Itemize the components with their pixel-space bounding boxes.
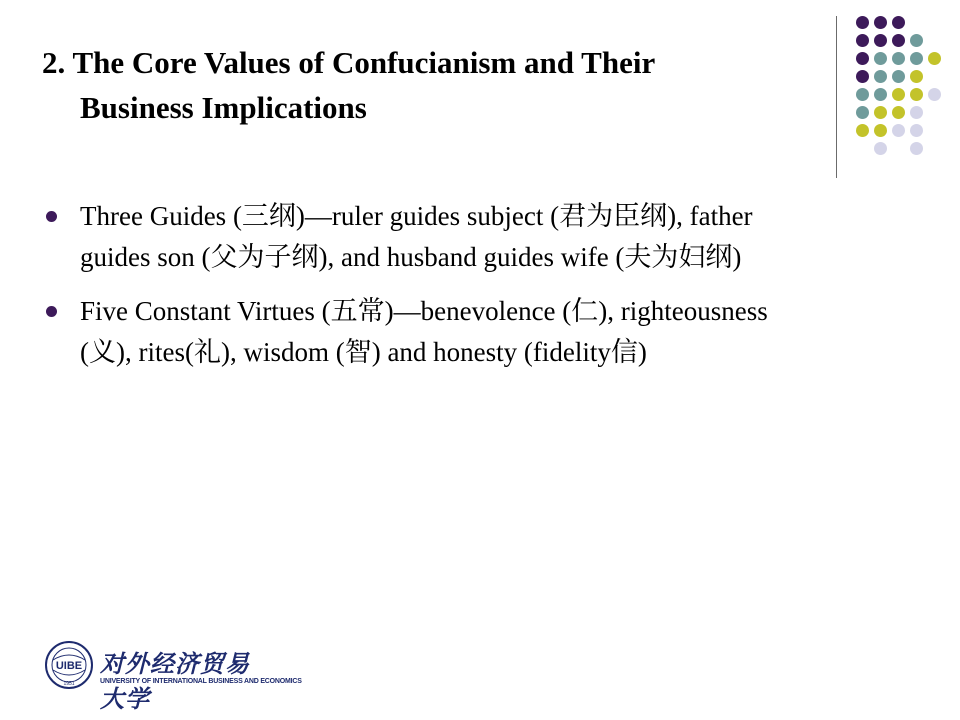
decorative-dot <box>892 70 905 83</box>
decorative-dot <box>892 52 905 65</box>
decorative-dot <box>910 124 923 137</box>
bullet-list <box>44 196 804 386</box>
decorative-dot <box>892 88 905 101</box>
decorative-dot <box>856 52 869 65</box>
university-name-english: UNIVERSITY OF INTERNATIONAL BUSINESS AND ECONOMICS <box>100 678 302 685</box>
university-name-chinese: 对外经济贸易大学 <box>100 650 250 713</box>
bullet-text: Three Guides (三纲)—ruler guides subject (君为臣纲), father guides son (父为子纲), and husband guides wife (夫为妇纲) <box>80 201 753 272</box>
decorative-dot <box>874 70 887 83</box>
decorative-dot <box>910 106 923 119</box>
decorative-dot <box>874 106 887 119</box>
decorative-dot <box>856 70 869 83</box>
decorative-dot <box>874 16 887 29</box>
slide-title <box>42 40 802 130</box>
bullet-item-three-guides <box>44 196 804 278</box>
decorative-dot <box>910 142 923 155</box>
decorative-dot <box>856 88 869 101</box>
decorative-dot <box>910 34 923 47</box>
decorative-dot <box>928 88 941 101</box>
university-emblem-icon <box>44 640 94 690</box>
decorative-dot <box>892 34 905 47</box>
decorative-dot <box>892 124 905 137</box>
decorative-dot <box>928 52 941 65</box>
svg-text:1951: 1951 <box>63 681 75 687</box>
decorative-dot <box>874 34 887 47</box>
slide-title-line-2: Business Implications <box>80 90 367 125</box>
bullet-text: Five Constant Virtues (五常)—benevolence (仁), righteousness (义), rites(礼), wisdom (智) and honesty (fidelity信) <box>80 296 768 367</box>
decorative-dot <box>874 124 887 137</box>
university-logo <box>44 640 302 713</box>
slide-title-line-1: 2. The Core Values of Confucianism and Their <box>42 45 656 80</box>
decorative-divider <box>836 16 837 178</box>
decorative-dot <box>910 52 923 65</box>
decorative-dot <box>874 88 887 101</box>
decorative-dot <box>892 106 905 119</box>
decorative-dot <box>874 52 887 65</box>
bullet-marker-icon <box>46 306 57 317</box>
decorative-dot <box>856 34 869 47</box>
bullet-marker-icon <box>46 211 57 222</box>
decorative-dot <box>856 16 869 29</box>
bullet-item-five-virtues <box>44 291 804 373</box>
decorative-dot <box>910 70 923 83</box>
decorative-dot <box>856 124 869 137</box>
decorative-dot <box>892 16 905 29</box>
decorative-dot <box>910 88 923 101</box>
svg-text:UIBE: UIBE <box>55 660 83 672</box>
decorative-dot <box>856 106 869 119</box>
decorative-dot <box>874 142 887 155</box>
